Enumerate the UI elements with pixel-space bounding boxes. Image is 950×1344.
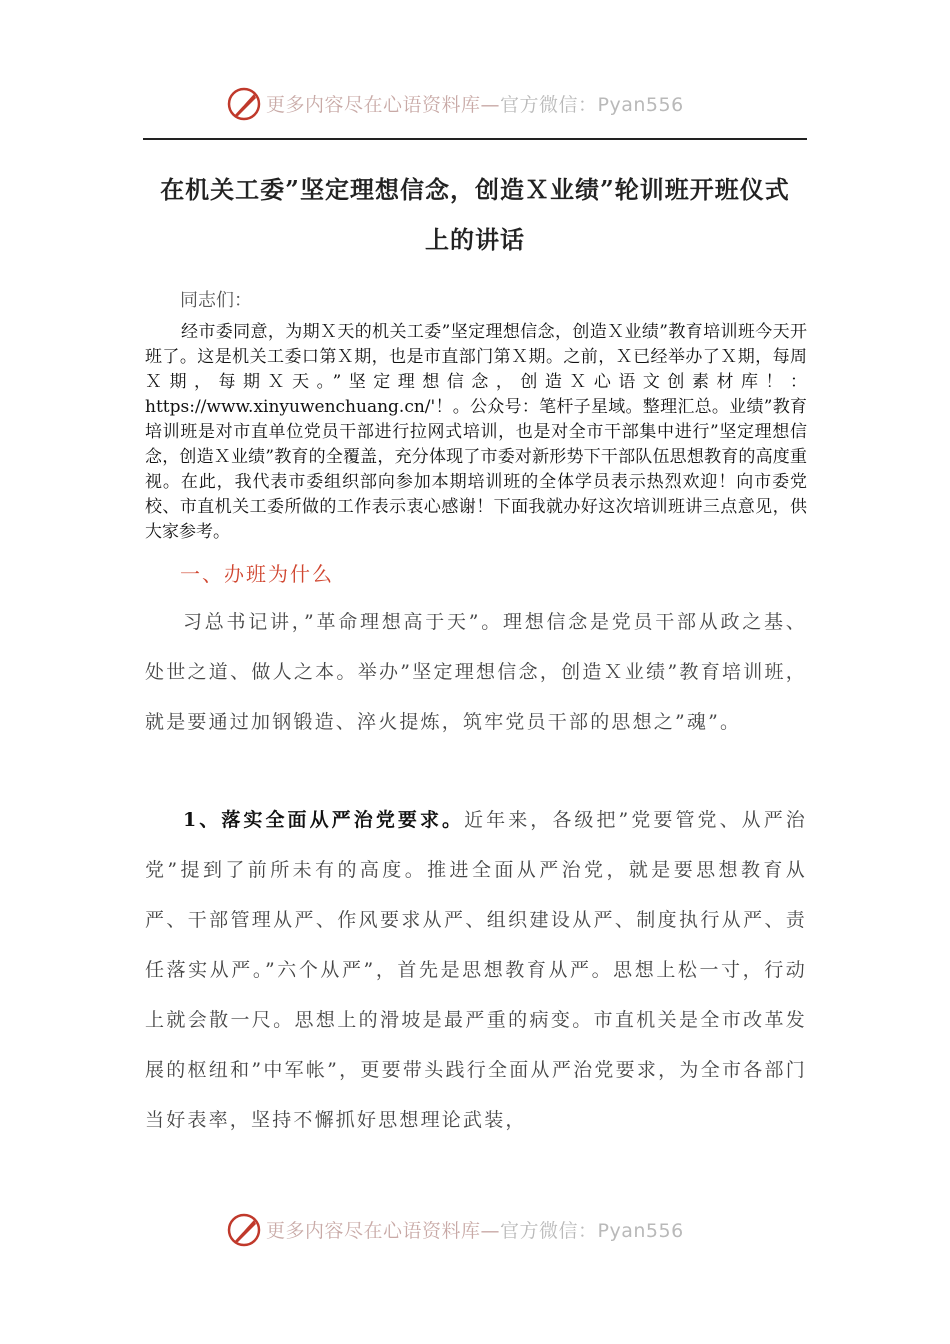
point1-lead: 1、落实全面从严治党要求。	[183, 809, 465, 831]
point1-paragraph	[145, 795, 807, 1145]
top-watermark-banner	[0, 82, 950, 126]
watermark-dash: —	[480, 94, 501, 116]
doc-title-line1: 在机关工委”坚定理想信念，创造Ｘ业绩”轮训班开班仪式	[160, 175, 790, 204]
quill-logo-icon	[226, 86, 262, 122]
intro-paragraph: 经市委同意，为期Ｘ天的机关工委”坚定理想信念，创造Ｘ业绩”教育培训班今天开班了。这是机关工委口第Ｘ期，也是市直部门第Ｘ期。之前，Ｘ已经举办了Ｘ期，每周Ｘ期，每期Ｘ天。”坚定理想信念，创造Ｘ心语文创素材库！：https://www.xinyuwenchuang.cn/'！。公众号：笔杆子星域。整理汇总。业绩”教育培训班是对市直单位党员干部进行拉网式培训，也是对全市干部集中进行”坚定理想信念，创造Ｘ业绩”教育的全覆盖，充分体现了市委对新形势下干部队伍思想教育的高度重视。在此，我代表市委组织部向参加本期培训班的全体学员表示热烈欢迎！向市委党校、市直机关工委所做的工作表示衷心感谢！下面我就办好这次培训班讲三点意见，供大家参考。	[145, 322, 807, 542]
watermark-wechat-text: 官方微信：Pyan556	[500, 94, 684, 116]
doc-title-line2: 上的讲话	[425, 225, 525, 254]
watermark-dash: —	[480, 1220, 501, 1242]
quill-logo-icon	[226, 1212, 262, 1248]
watermark-site-text: 更多内容尽在心语资料库	[266, 94, 481, 116]
bottom-watermark-banner	[0, 1208, 950, 1252]
point1-body: 近年来，各级把”党要管党、从严治党”提到了前所未有的高度。推进全面从严治党，就是要思想教育从严、干部管理从严、作风要求从严、组织建设从严、制度执行从严、责任落实从严。”六个从严”，首先是思想教育从严。思想上松一寸，行动上就会散一尺。思想上的滑坡是最严重的病变。市直机关是全市改革发展的枢纽和”中军帐”，更要带头践行全面从严治党要求，为全市各部门当好表率，坚持不懈抓好思想理论武装，	[145, 809, 807, 1131]
watermark-site-text: 更多内容尽在心语资料库	[266, 1220, 481, 1242]
watermark-text	[266, 1216, 684, 1243]
watermark-text	[266, 90, 684, 117]
section1-heading: 一、办班为什么	[180, 562, 334, 586]
watermark-wechat-text: 官方微信：Pyan556	[500, 1220, 684, 1242]
section1-paragraph: 习总书记讲，”革命理想高于天”。理想信念是党员干部从政之基、处世之道、做人之本。举办”坚定理想信念，创造Ｘ业绩”教育培训班，就是要通过加钢锻造、淬火提炼，筑牢党员干部的思想之”魂”。	[145, 611, 807, 733]
greeting: 同志们：	[180, 290, 252, 311]
header-rule	[143, 138, 807, 140]
